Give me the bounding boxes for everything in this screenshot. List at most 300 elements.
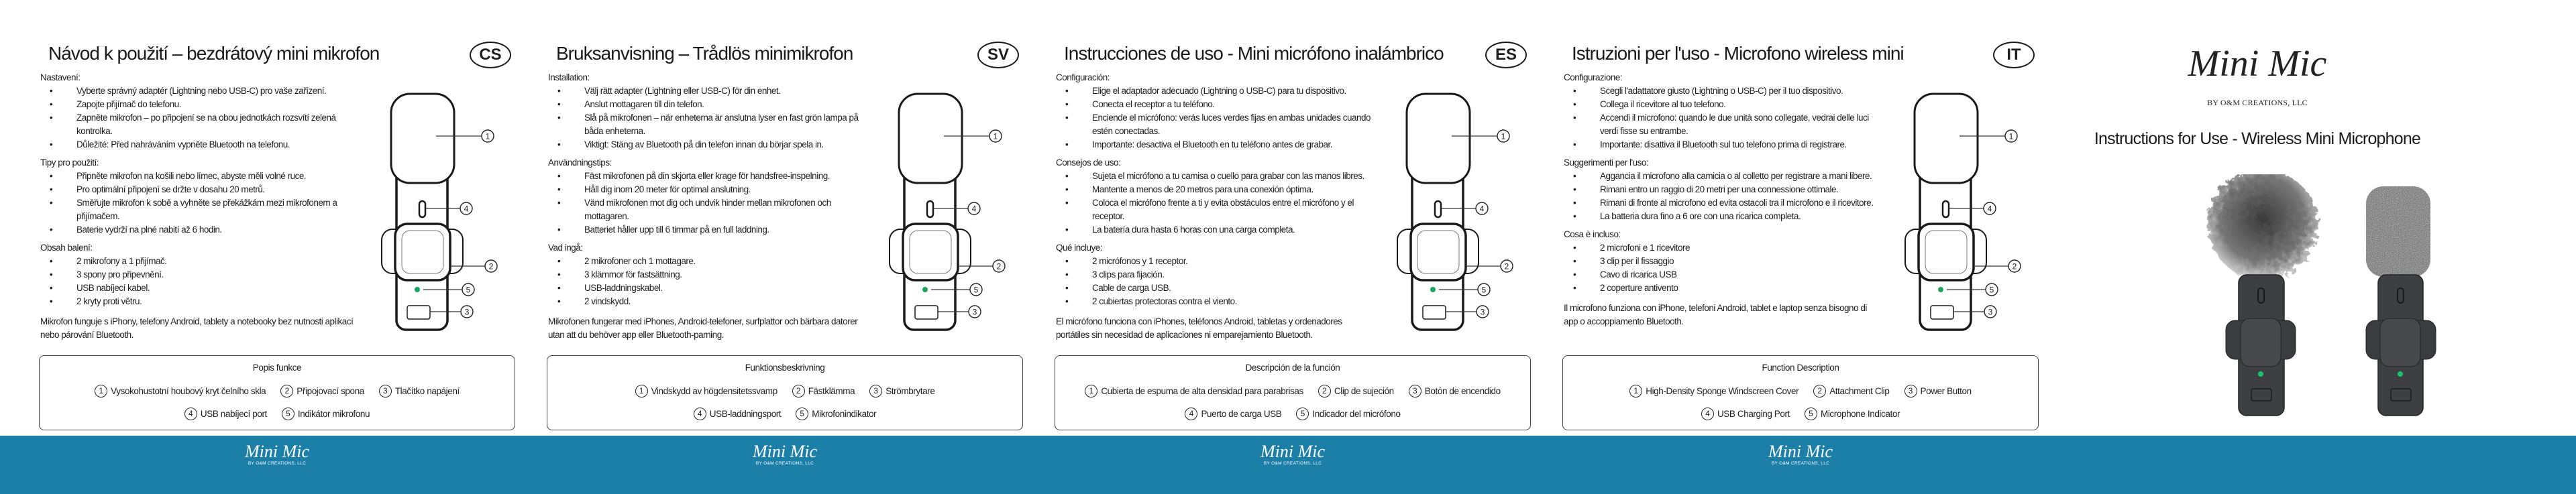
- function-label: Cubierta de espuma de alta densidad para parabrisas: [1101, 386, 1303, 396]
- function-label: Puerto de carga USB: [1201, 409, 1282, 419]
- language-badge: SV: [977, 42, 1019, 68]
- function-box-title: Function Description: [1762, 363, 1839, 373]
- bullet-icon: •: [50, 113, 53, 123]
- bullet-icon: •: [1065, 184, 1069, 194]
- function-label: Clip de sujeción: [1334, 386, 1394, 396]
- list-item: [548, 255, 870, 268]
- function-number-badge: 4: [694, 408, 706, 420]
- list-item: [40, 268, 362, 282]
- bullet-icon: •: [50, 198, 53, 208]
- callout-number: 1: [485, 131, 490, 141]
- function-row: [1055, 408, 1530, 420]
- function-item: [1629, 385, 1799, 397]
- product-photo: [2174, 174, 2442, 429]
- list-item: [40, 111, 362, 138]
- bullet-icon: •: [1065, 198, 1069, 208]
- bullet-icon: •: [557, 139, 561, 149]
- section-heading: Configuración:: [1056, 72, 1110, 82]
- callout-number: 1: [1501, 131, 1506, 141]
- callout-number: 3: [972, 307, 977, 317]
- function-number-badge: 5: [1805, 408, 1817, 420]
- bullet-icon: •: [1573, 113, 1576, 123]
- bullet-list: [1056, 255, 1378, 308]
- bullet-icon: •: [1065, 225, 1069, 235]
- footer-band: [0, 436, 2576, 494]
- list-item: [1564, 183, 1886, 196]
- function-number-badge: 1: [1629, 385, 1642, 397]
- bullet-icon: •: [557, 113, 561, 123]
- bullet-icon: •: [1573, 139, 1576, 149]
- bullet-icon: •: [50, 269, 53, 280]
- list-item: [548, 84, 870, 98]
- footer-logo: [217, 442, 337, 466]
- function-item: [1409, 385, 1501, 397]
- list-item-text: Vänd mikrofonen mot dig och undvik hinder mellan mikrofonen och mottagaren.: [584, 198, 831, 221]
- language-badge: ES: [1485, 42, 1527, 68]
- list-item: [40, 295, 362, 308]
- bullet-icon: •: [1065, 296, 1069, 306]
- list-item: [40, 282, 362, 295]
- panel-title: Návod k použití – bezdrátový mini mikrofon: [48, 43, 380, 64]
- bullet-icon: •: [1065, 86, 1069, 96]
- callout-number: 3: [464, 307, 470, 317]
- function-number-badge: 3: [379, 385, 392, 397]
- compatibility-note: Il microfono funziona con iPhone, telefoni Android, tablet e laptop senza bisogno di app o accoppiamento Bluetooth.: [1564, 303, 1867, 326]
- list-item-text: Conecta el receptor a tu teléfono.: [1092, 99, 1215, 109]
- instructions-panel-it: [1523, 0, 2031, 436]
- function-item: [184, 408, 267, 420]
- bullet-icon: •: [1065, 269, 1069, 280]
- instructions-body: [40, 70, 362, 342]
- function-item: [1904, 385, 1972, 397]
- bullet-icon: •: [557, 184, 561, 194]
- section-heading: Consejos de uso:: [1056, 158, 1121, 168]
- function-number-badge: 5: [1296, 408, 1309, 420]
- section-heading: Qué incluye:: [1056, 243, 1103, 253]
- callout-number: 1: [2008, 131, 2014, 141]
- list-item-text: Välj rätt adapter (Lightning eller USB-C) för din enhet.: [584, 86, 781, 96]
- bullet-icon: •: [1065, 99, 1069, 109]
- list-item-text: Směřujte mikrofon k sobě a vyhněte se překážkám mezi mikrofonem a přijímačem.: [76, 198, 337, 221]
- list-item: [1056, 98, 1378, 111]
- instructions-panel-es: [1016, 0, 1523, 436]
- bullet-list: [40, 170, 362, 237]
- list-item-text: Rimani entro un raggio di 20 metri per una connessione ottimale.: [1600, 184, 1839, 194]
- list-item-text: 2 kryty proti větru.: [76, 296, 142, 306]
- list-item: [548, 223, 870, 237]
- function-number-badge: 3: [869, 385, 882, 397]
- callout-number: 4: [1479, 204, 1485, 214]
- callout-number: 3: [1480, 307, 1485, 317]
- function-number-badge: 1: [1085, 385, 1097, 397]
- list-item: [1056, 111, 1378, 138]
- bullet-icon: •: [1573, 198, 1576, 208]
- function-item: [635, 385, 777, 397]
- list-item-text: Důležité: Před nahráváním vypněte Bluetooth na telefonu.: [76, 139, 290, 149]
- compatibility-note: El micrófono funciona con iPhones, teléfonos Android, tabletas y ordenadores portátiles sin necesidad de aplicaciones ni emparejamiento Bluetooth.: [1056, 316, 1342, 340]
- section-heading: Cosa è incluso:: [1564, 229, 1621, 239]
- function-number-badge: 3: [1904, 385, 1917, 397]
- function-label: Power Button: [1920, 386, 1972, 396]
- list-item: [1056, 282, 1378, 295]
- instructions-body: [1564, 70, 1886, 328]
- function-label: Strömbrytare: [885, 386, 935, 396]
- list-item-text: 2 coperture antivento: [1600, 283, 1678, 293]
- callout-number: 5: [1481, 285, 1487, 295]
- list-item: [1564, 241, 1886, 255]
- instructions-body: [548, 70, 870, 342]
- list-item-text: Slå på mikrofonen – när enheterna är anslutna lyser en fast grön lampa på båda enheterna.: [584, 113, 859, 136]
- list-item-text: Zapněte mikrofon – po připojení se na obou jednotkách rozsvítí zelená kontrolka.: [76, 113, 336, 136]
- bullet-icon: •: [557, 86, 561, 96]
- list-item-text: Scegli l'adattatore giusto (Lightning o USB-C) per il tuo dispositivo.: [1600, 86, 1843, 96]
- footer-logo-script: Mini Mic: [1260, 442, 1326, 461]
- function-number-badge: 4: [184, 408, 197, 420]
- function-label: Mikrofonindikator: [812, 409, 877, 419]
- panel-title: Instrucciones de uso - Mini micrófono inalámbrico: [1064, 43, 1444, 64]
- bullet-icon: •: [1573, 283, 1576, 293]
- list-item: [1564, 138, 1886, 151]
- section-heading: Tipy pro použití:: [40, 158, 99, 168]
- list-item-text: Batteriet håller upp till 6 timmar på en full laddning.: [584, 225, 769, 235]
- list-item-text: Připněte mikrofon na košili nebo límec, abyste měli volné ruce.: [76, 171, 307, 181]
- callout-number: 4: [464, 204, 469, 214]
- list-item-text: Cavo di ricarica USB: [1600, 269, 1677, 280]
- list-item-text: 2 mikrofony a 1 přijímač.: [76, 256, 167, 266]
- bullet-icon: •: [1573, 211, 1576, 221]
- footer-logo: [724, 442, 845, 466]
- bullet-list: [1056, 170, 1378, 237]
- list-item-text: Importante: disattiva il Bluetooth sul tuo telefono prima di registrare.: [1600, 139, 1847, 149]
- language-badge: IT: [1993, 42, 2035, 68]
- footer-logo-script: Mini Mic: [752, 442, 818, 461]
- function-item: [694, 408, 782, 420]
- language-badge: CS: [470, 42, 511, 68]
- function-label: USB Charging Port: [1717, 409, 1790, 419]
- list-item-text: Vyberte správný adaptér (Lightning nebo USB-C) pro vaše zařízení.: [76, 86, 327, 96]
- list-item: [1564, 196, 1886, 210]
- footer-logo: [1232, 442, 1353, 466]
- function-item: [282, 408, 370, 420]
- list-item: [548, 196, 870, 223]
- compatibility-note: Mikrofonen fungerar med iPhones, Android-telefoner, surfplattor och bärbara datorer utan att du behöver app eller Bluetooth-parning.: [548, 316, 858, 340]
- list-item-text: Aggancia il microfono alla camicia o al colletto per registrare a mani libere.: [1600, 171, 1872, 181]
- list-item: [40, 98, 362, 111]
- list-item: [40, 183, 362, 196]
- list-item: [548, 282, 870, 295]
- list-item: [1056, 255, 1378, 268]
- list-item-text: Sujeta el micrófono a tu camisa o cuello para grabar con las manos libres.: [1092, 171, 1364, 181]
- bullet-icon: •: [50, 99, 53, 109]
- microphone-with-fur-windscreen: [2208, 174, 2318, 416]
- panel-title: Bruksanvisning – Trådlös minimikrofon: [556, 43, 853, 64]
- list-item-text: La batería dura hasta 6 horas con una carga completa.: [1092, 225, 1295, 235]
- list-item: [1564, 98, 1886, 111]
- instructions-body: [1056, 70, 1378, 342]
- function-label: USB-laddningsport: [709, 409, 782, 419]
- footer-logo-byline: BY O&M CREATIONS, LLC: [755, 461, 814, 466]
- function-row: [547, 408, 1022, 420]
- compatibility-note: Mikrofon funguje s iPhony, telefony Android, tablety a notebooky bez nutnosti aplikací nebo párování Bluetooth.: [40, 316, 354, 340]
- bullet-icon: •: [1065, 171, 1069, 181]
- list-item-text: 3 clip per il fissaggio: [1600, 256, 1674, 266]
- section-heading: Obsah balení:: [40, 243, 93, 253]
- bullet-icon: •: [1065, 283, 1069, 293]
- function-item: [1296, 408, 1400, 420]
- bullet-icon: •: [557, 99, 561, 109]
- bullet-icon: •: [50, 283, 53, 293]
- bullet-icon: •: [557, 225, 561, 235]
- footer-logo-byline: BY O&M CREATIONS, LLC: [1263, 461, 1322, 466]
- list-item-text: 2 cubiertas protectoras contra el viento.: [1092, 296, 1237, 306]
- list-item-text: 2 micrófonos y 1 receptor.: [1092, 256, 1188, 266]
- function-label: Indicador del micrófono: [1312, 409, 1401, 419]
- function-number-badge: 5: [796, 408, 808, 420]
- bullet-icon: •: [1065, 256, 1069, 266]
- function-number-badge: 2: [280, 385, 293, 397]
- footer-logo-byline: BY O&M CREATIONS, LLC: [248, 461, 307, 466]
- function-item: [280, 385, 364, 397]
- bullet-icon: •: [557, 283, 561, 293]
- bullet-list: [40, 255, 362, 308]
- bullet-icon: •: [557, 269, 561, 280]
- function-number-badge: 2: [792, 385, 805, 397]
- function-label: Tlačítko napájení: [394, 386, 460, 396]
- list-item: [548, 111, 870, 138]
- function-item: [1701, 408, 1790, 420]
- bullet-list: [1564, 170, 1886, 223]
- list-item: [548, 98, 870, 111]
- function-item: [379, 385, 460, 397]
- function-item: [1085, 385, 1303, 397]
- list-item-text: Importante: desactiva el Bluetooth en tu teléfono antes de grabar.: [1092, 139, 1333, 149]
- section-heading: Configurazione:: [1564, 72, 1623, 82]
- list-item: [1056, 196, 1378, 223]
- list-item: [1564, 210, 1886, 223]
- function-label: Připojovací spona: [297, 386, 364, 396]
- section-heading: Användningstips:: [548, 158, 612, 168]
- instructions-panel-sv: [508, 0, 1016, 436]
- list-item-text: Pro optimální připojení se držte v dosahu 20 metrů.: [76, 184, 265, 194]
- function-number-badge: 1: [95, 385, 107, 397]
- bullet-icon: •: [557, 256, 561, 266]
- instructions-panel-cs: [0, 0, 508, 436]
- function-description-box: [39, 355, 515, 430]
- list-item: [40, 255, 362, 268]
- list-item-text: Rimani di fronte al microfono ed evita ostacoli tra il microfono e il ricevitore.: [1600, 198, 1874, 208]
- list-item-text: Zapojte přijímač do telefonu.: [76, 99, 181, 109]
- list-item-text: 3 klämmor för fastsättning.: [584, 269, 682, 280]
- callout-number: 5: [466, 285, 471, 295]
- bullet-icon: •: [50, 171, 53, 181]
- list-item-text: Håll dig inom 20 meter för optimal anslutning.: [584, 184, 751, 194]
- function-description-box: [1055, 355, 1531, 430]
- brand-title: Instructions for Use - Wireless Mini Microphone: [2094, 129, 2421, 148]
- brand-byline: BY O&M CREATIONS, LLC: [2207, 98, 2308, 107]
- bullet-list: [1056, 84, 1378, 151]
- function-box-title: Funktionsbeskrivning: [745, 363, 825, 373]
- function-label: Vindskydd av högdensitetssvamp: [651, 386, 777, 396]
- bullet-icon: •: [1573, 256, 1576, 266]
- callout-number: 5: [1989, 285, 1994, 295]
- list-item: [1056, 295, 1378, 308]
- function-item: [1185, 408, 1281, 420]
- bullet-icon: •: [1573, 184, 1576, 194]
- function-item: [1318, 385, 1394, 397]
- bullet-list: [1564, 84, 1886, 151]
- list-item: [40, 138, 362, 151]
- function-label: Fästklämma: [808, 386, 855, 396]
- list-item-text: Fäst mikrofonen på din skjorta eller krage för handsfree-inspelning.: [584, 171, 830, 181]
- function-label: USB nabíjecí port: [200, 409, 267, 419]
- footer-logo-script: Mini Mic: [1768, 442, 1833, 461]
- bullet-icon: •: [50, 256, 53, 266]
- bullet-icon: •: [1573, 99, 1576, 109]
- brand-logo: Mini Mic: [2188, 43, 2327, 84]
- footer-logo-byline: BY O&M CREATIONS, LLC: [1771, 461, 1830, 466]
- callout-number: 5: [973, 285, 979, 295]
- bullet-icon: •: [1573, 171, 1576, 181]
- function-description-box: [547, 355, 1023, 430]
- list-item: [40, 170, 362, 183]
- list-item: [548, 170, 870, 183]
- function-row: [1563, 385, 2038, 397]
- list-item: [1056, 138, 1378, 151]
- list-item: [548, 138, 870, 151]
- function-number-badge: 3: [1409, 385, 1421, 397]
- function-label: Attachment Clip: [1829, 386, 1890, 396]
- function-item: [1813, 385, 1889, 397]
- function-box-title: Descripción de la función: [1245, 363, 1340, 373]
- list-item: [1564, 282, 1886, 295]
- callout-number: 4: [971, 204, 977, 214]
- callout-number: 2: [996, 261, 1002, 271]
- function-label: Microphone Indicator: [1820, 409, 1900, 419]
- bullet-icon: •: [1065, 113, 1069, 123]
- function-number-badge: 4: [1701, 408, 1714, 420]
- bullet-icon: •: [50, 184, 53, 194]
- list-item-text: Mantente a menos de 20 metros para una conexión óptima.: [1092, 184, 1313, 194]
- callout-number: 4: [1987, 204, 1992, 214]
- list-item-text: 3 spony pro připevnění.: [76, 269, 164, 280]
- function-row: [1055, 385, 1530, 397]
- list-item-text: Anslut mottagaren till din telefon.: [584, 99, 704, 109]
- list-item: [1056, 170, 1378, 183]
- function-number-badge: 4: [1185, 408, 1197, 420]
- function-item: [792, 385, 855, 397]
- microphone-with-foam-windscreen: [2366, 186, 2436, 416]
- bullet-icon: •: [1573, 243, 1576, 253]
- bullet-list: [40, 84, 362, 151]
- section-heading: Suggerimenti per l'uso:: [1564, 158, 1649, 168]
- bullet-list: [548, 255, 870, 308]
- section-heading: Vad ingå:: [548, 243, 583, 253]
- list-item-text: Viktigt: Stäng av Bluetooth på din telefon innan du börjar spela in.: [584, 139, 824, 149]
- list-item: [1564, 170, 1886, 183]
- list-item-text: Accendi il microfono: quando le due unità sono collegate, vedrai delle luci verdi fisse su entrambe.: [1600, 113, 1869, 136]
- list-item: [40, 196, 362, 223]
- function-item: [869, 385, 934, 397]
- list-item: [548, 183, 870, 196]
- callout-number: 2: [2012, 261, 2017, 271]
- microphone-diagram: [880, 87, 1014, 335]
- list-item-text: Elige el adaptador adecuado (Lightning o USB-C) para tu dispositivo.: [1092, 86, 1346, 96]
- function-box-title: Popis funkce: [252, 363, 302, 373]
- callout-number: 1: [993, 131, 998, 141]
- panel-title: Istruzioni per l'uso - Microfono wireless mini: [1572, 43, 1904, 64]
- footer-logo: [1740, 442, 1861, 466]
- bullet-icon: •: [1065, 139, 1069, 149]
- list-item: [1564, 84, 1886, 98]
- list-item-text: Cable de carga USB.: [1092, 283, 1171, 293]
- list-item: [548, 268, 870, 282]
- function-label: High-Density Sponge Windscreen Cover: [1646, 386, 1799, 396]
- list-item: [1564, 255, 1886, 268]
- function-item: [95, 385, 266, 397]
- list-item: [1056, 268, 1378, 282]
- microphone-diagram: [1388, 87, 1522, 335]
- bullet-icon: •: [50, 296, 53, 306]
- list-item-text: USB-laddningskabel.: [584, 283, 663, 293]
- footer-logo-script: Mini Mic: [244, 442, 310, 461]
- bullet-list: [548, 84, 870, 151]
- list-item: [1056, 84, 1378, 98]
- list-item-text: Baterie vydrží na plné nabití až 6 hodin.: [76, 225, 222, 235]
- bullet-icon: •: [557, 198, 561, 208]
- function-number-badge: 1: [635, 385, 648, 397]
- function-number-badge: 2: [1318, 385, 1331, 397]
- list-item-text: La batteria dura fino a 6 ore con una ricarica completa.: [1600, 211, 1801, 221]
- list-item-text: Enciende el micrófono: verás luces verdes fijas en ambas unidades cuando estén conectadas.: [1092, 113, 1371, 136]
- list-item: [548, 295, 870, 308]
- function-label: Botón de encendido: [1424, 386, 1501, 396]
- list-item-text: 3 clips para fijación.: [1092, 269, 1165, 280]
- microphone-diagram: [372, 87, 506, 335]
- function-label: Indikátor mikrofonu: [297, 409, 370, 419]
- list-item: [1056, 223, 1378, 237]
- function-row: [547, 385, 1022, 397]
- function-description-box: [1562, 355, 2039, 430]
- function-item: [1805, 408, 1900, 420]
- function-row: [1563, 408, 2038, 420]
- list-item: [1056, 183, 1378, 196]
- list-item-text: Collega il ricevitore al tuo telefono.: [1600, 99, 1726, 109]
- bullet-icon: •: [50, 139, 53, 149]
- bullet-icon: •: [50, 225, 53, 235]
- bullet-list: [1564, 241, 1886, 295]
- function-number-badge: 5: [282, 408, 294, 420]
- list-item: [40, 84, 362, 98]
- function-item: [796, 408, 876, 420]
- bullet-icon: •: [1573, 86, 1576, 96]
- list-item-text: USB nabíjecí kabel.: [76, 283, 150, 293]
- callout-number: 2: [1504, 261, 1509, 271]
- bullet-icon: •: [557, 296, 561, 306]
- section-heading: Installation:: [548, 72, 590, 82]
- list-item: [1564, 111, 1886, 138]
- microphone-diagram: [1896, 87, 2030, 335]
- bullet-icon: •: [557, 171, 561, 181]
- list-item-text: 2 vindskydd.: [584, 296, 631, 306]
- list-item: [40, 223, 362, 237]
- bullet-list: [548, 170, 870, 237]
- list-item-text: 2 microfoni e 1 ricevitore: [1600, 243, 1690, 253]
- callout-number: 3: [1988, 307, 1993, 317]
- section-heading: Nastavení:: [40, 72, 80, 82]
- function-number-badge: 2: [1813, 385, 1826, 397]
- list-item: [1564, 268, 1886, 282]
- function-label: Vysokohustotní houbový kryt čelního skla: [111, 386, 266, 396]
